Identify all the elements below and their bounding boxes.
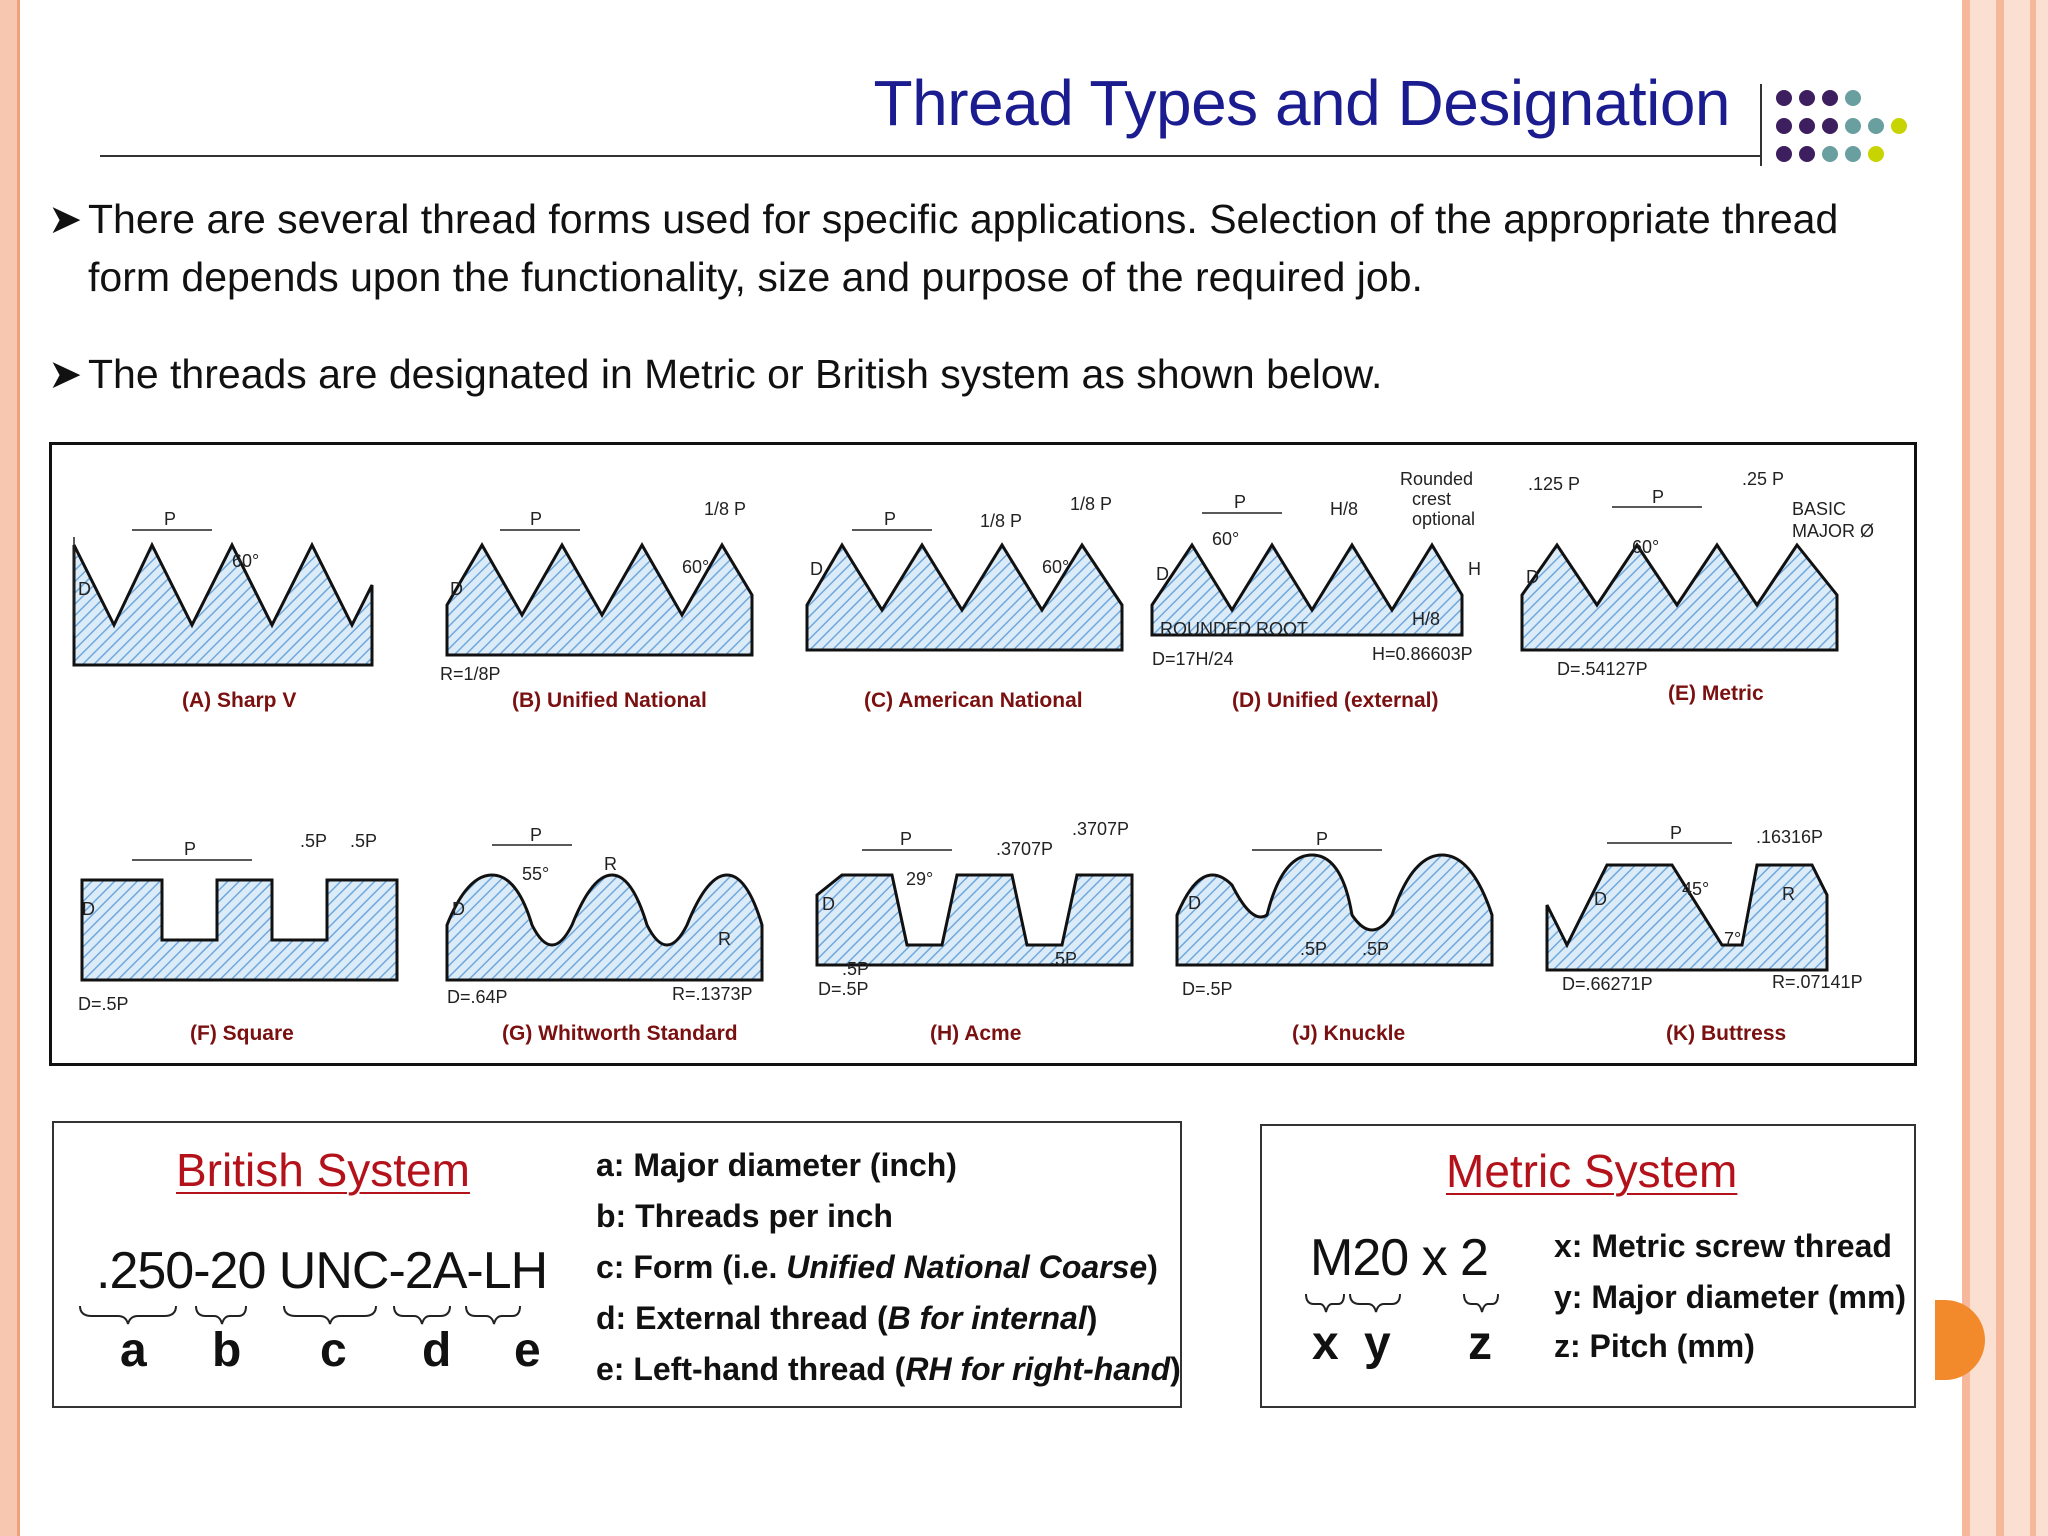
angle-label: 60° bbox=[1042, 557, 1070, 577]
metric-desc-y: y: Major diameter (mm) bbox=[1554, 1279, 1907, 1315]
half-pitch-label: .5P bbox=[842, 959, 870, 979]
basic-label: BASIC bbox=[1792, 499, 1847, 519]
pitch-label: P bbox=[530, 825, 543, 845]
thread-sharp-v bbox=[74, 509, 372, 712]
depth-value: D=.54127P bbox=[1557, 659, 1648, 679]
depth-value: D=.5P bbox=[818, 979, 869, 999]
thread-whitworth bbox=[447, 825, 762, 1045]
british-system-title: British System bbox=[176, 1144, 470, 1196]
pitch-label: P bbox=[184, 839, 197, 859]
half-pitch-label: .5P bbox=[1300, 939, 1328, 959]
h-value: H=0.86603P bbox=[1372, 644, 1473, 664]
depth-value: D=17H/24 bbox=[1152, 649, 1234, 669]
british-desc-b: b: Threads per inch bbox=[596, 1198, 893, 1234]
title-divider bbox=[1760, 84, 1762, 166]
left-border bbox=[0, 0, 20, 1536]
depth-value: D=.64P bbox=[447, 987, 508, 1007]
caption-buttress: (K) Buttress bbox=[1666, 1022, 1787, 1045]
slide-title: Thread Types and Designation bbox=[873, 67, 1730, 139]
british-desc-e: e: Left-hand thread (RH for right-hand) bbox=[596, 1351, 1181, 1387]
half-pitch-label: .5P bbox=[300, 831, 328, 851]
root-label: ROUNDED ROOT bbox=[1160, 619, 1308, 639]
bullet-text: The threads are designated in Metric or British system as shown below. bbox=[88, 351, 1383, 397]
crest-label: Rounded bbox=[1400, 469, 1474, 489]
pitch-label: P bbox=[1670, 823, 1683, 843]
pitch-fraction-label: .25 P bbox=[1742, 469, 1785, 489]
pitch-label: P bbox=[1234, 492, 1247, 512]
angle-label: 60° bbox=[232, 551, 260, 571]
british-designation-code: .250-20 UNC-2A-LH bbox=[96, 1242, 548, 1300]
thread-acme bbox=[817, 819, 1132, 1045]
designation-letter: c bbox=[320, 1324, 347, 1377]
radius-value: R=.07141P bbox=[1772, 972, 1863, 992]
thread-american-national bbox=[807, 494, 1122, 712]
british-desc-c: c: Form (i.e. Unified National Coarse) bbox=[596, 1249, 1158, 1285]
radius-label: R bbox=[718, 929, 731, 949]
flat-label: 1/8 P bbox=[704, 499, 747, 519]
bullet-arrow-icon: ➤ bbox=[48, 351, 83, 397]
thread-buttress bbox=[1547, 823, 1863, 1045]
caption-whitworth: (G) Whitworth Standard bbox=[502, 1022, 738, 1045]
angle-label: 29° bbox=[906, 869, 934, 889]
depth-label: D bbox=[822, 894, 835, 914]
depth-label: D bbox=[810, 559, 823, 579]
caption-unified-external: (D) Unified (external) bbox=[1232, 689, 1439, 712]
thread-square bbox=[78, 831, 397, 1045]
crest-label: crest bbox=[1412, 489, 1452, 509]
caption-acme: (H) Acme bbox=[930, 1022, 1022, 1045]
thread-unified-external bbox=[1152, 469, 1481, 712]
pitch-fraction-label: .125 P bbox=[1528, 474, 1581, 494]
h-label: H bbox=[1468, 559, 1481, 579]
depth-value: D=.5P bbox=[78, 994, 129, 1014]
radius-label: R bbox=[604, 854, 617, 874]
metric-system-title: Metric System bbox=[1446, 1145, 1738, 1197]
british-desc-d: d: External thread (B for internal) bbox=[596, 1300, 1098, 1336]
right-border-stripe bbox=[1996, 0, 2004, 1536]
h8-label: H/8 bbox=[1412, 609, 1441, 629]
h8-label: H/8 bbox=[1330, 499, 1359, 519]
caption-square: (F) Square bbox=[190, 1022, 294, 1045]
metric-system-panel bbox=[1260, 1124, 1916, 1408]
designation-letter: b bbox=[212, 1324, 242, 1377]
pitch-label: P bbox=[900, 829, 913, 849]
depth-label: D bbox=[1156, 564, 1169, 584]
caption-unified-national: (B) Unified National bbox=[512, 689, 707, 712]
radius-value: R=.1373P bbox=[672, 984, 753, 1004]
thread-forms-figure bbox=[49, 442, 1917, 1066]
thickness-label: .3707P bbox=[1072, 819, 1130, 839]
right-border bbox=[1970, 0, 2048, 1536]
thread-unified-national bbox=[440, 499, 752, 712]
angle-label: 60° bbox=[682, 557, 710, 577]
designation-letter: e bbox=[514, 1324, 541, 1377]
metric-desc-x: x: Metric screw thread bbox=[1554, 1228, 1892, 1264]
designation-letter: x bbox=[1312, 1317, 1339, 1370]
depth-label: D bbox=[1594, 889, 1607, 909]
metric-desc-z: z: Pitch (mm) bbox=[1554, 1328, 1755, 1364]
thickness-label: .3707P bbox=[996, 839, 1054, 859]
thickness-label: .16316P bbox=[1756, 827, 1824, 847]
caption-knuckle: (J) Knuckle bbox=[1292, 1022, 1406, 1045]
half-pitch-label: .5P bbox=[1362, 939, 1390, 959]
thread-forms-diagram bbox=[52, 445, 1914, 1063]
right-border-stripe bbox=[2030, 0, 2036, 1536]
british-system-panel bbox=[52, 1121, 1182, 1408]
flat-label: 1/8 P bbox=[1070, 494, 1113, 514]
depth-label: D bbox=[450, 579, 463, 599]
depth-label: D bbox=[452, 899, 465, 919]
caption-american-national: (C) American National bbox=[864, 689, 1083, 712]
pitch-label: P bbox=[164, 509, 177, 529]
bullet-text: There are several thread forms used for specific applications. Selection of the appropriate thread form depends upon the functionality, size and purpose of the required job. bbox=[88, 196, 1839, 300]
designation-letter: y bbox=[1364, 1317, 1391, 1370]
pitch-label: P bbox=[884, 509, 897, 529]
depth-label: D bbox=[78, 579, 91, 599]
depth-value: D=.5P bbox=[1182, 979, 1233, 999]
flat-label: 1/8 P bbox=[980, 511, 1023, 531]
designation-letter: z bbox=[1468, 1317, 1492, 1370]
british-desc-a: a: Major diameter (inch) bbox=[596, 1147, 957, 1183]
angle-label: 45° bbox=[1682, 879, 1710, 899]
radius-label: R bbox=[1782, 884, 1795, 904]
angle-label: 60° bbox=[1212, 529, 1240, 549]
decorative-dots-icon bbox=[1775, 86, 1915, 166]
crest-label: optional bbox=[1412, 509, 1476, 529]
title-underline bbox=[100, 155, 1760, 157]
radius-label: R=1/8P bbox=[440, 664, 501, 684]
bullet-arrow-icon: ➤ bbox=[48, 196, 83, 242]
angle-label: 55° bbox=[522, 864, 550, 884]
angle-label: 7° bbox=[1724, 929, 1742, 949]
pitch-label: P bbox=[530, 509, 543, 529]
designation-letter: d bbox=[422, 1324, 452, 1377]
pitch-label: P bbox=[1316, 829, 1329, 849]
designation-letter: a bbox=[120, 1324, 147, 1377]
caption-sharp-v: (A) Sharp V bbox=[182, 689, 297, 712]
designation-braces bbox=[1302, 1288, 1522, 1318]
half-pitch-label: .5P bbox=[1050, 949, 1078, 969]
basic-label: MAJOR Ø bbox=[1792, 521, 1875, 541]
thread-knuckle bbox=[1177, 829, 1492, 1045]
pitch-label: P bbox=[1652, 487, 1665, 507]
depth-label: D bbox=[82, 899, 95, 919]
depth-label: D bbox=[1526, 567, 1539, 587]
half-pitch-label: .5P bbox=[350, 831, 378, 851]
depth-label: D bbox=[1188, 893, 1201, 913]
depth-value: D=.66271P bbox=[1562, 974, 1653, 994]
thread-metric bbox=[1522, 469, 1874, 705]
caption-metric: (E) Metric bbox=[1668, 682, 1764, 705]
metric-designation-code: M20 x 2 bbox=[1310, 1229, 1488, 1287]
angle-label: 60° bbox=[1632, 537, 1660, 557]
